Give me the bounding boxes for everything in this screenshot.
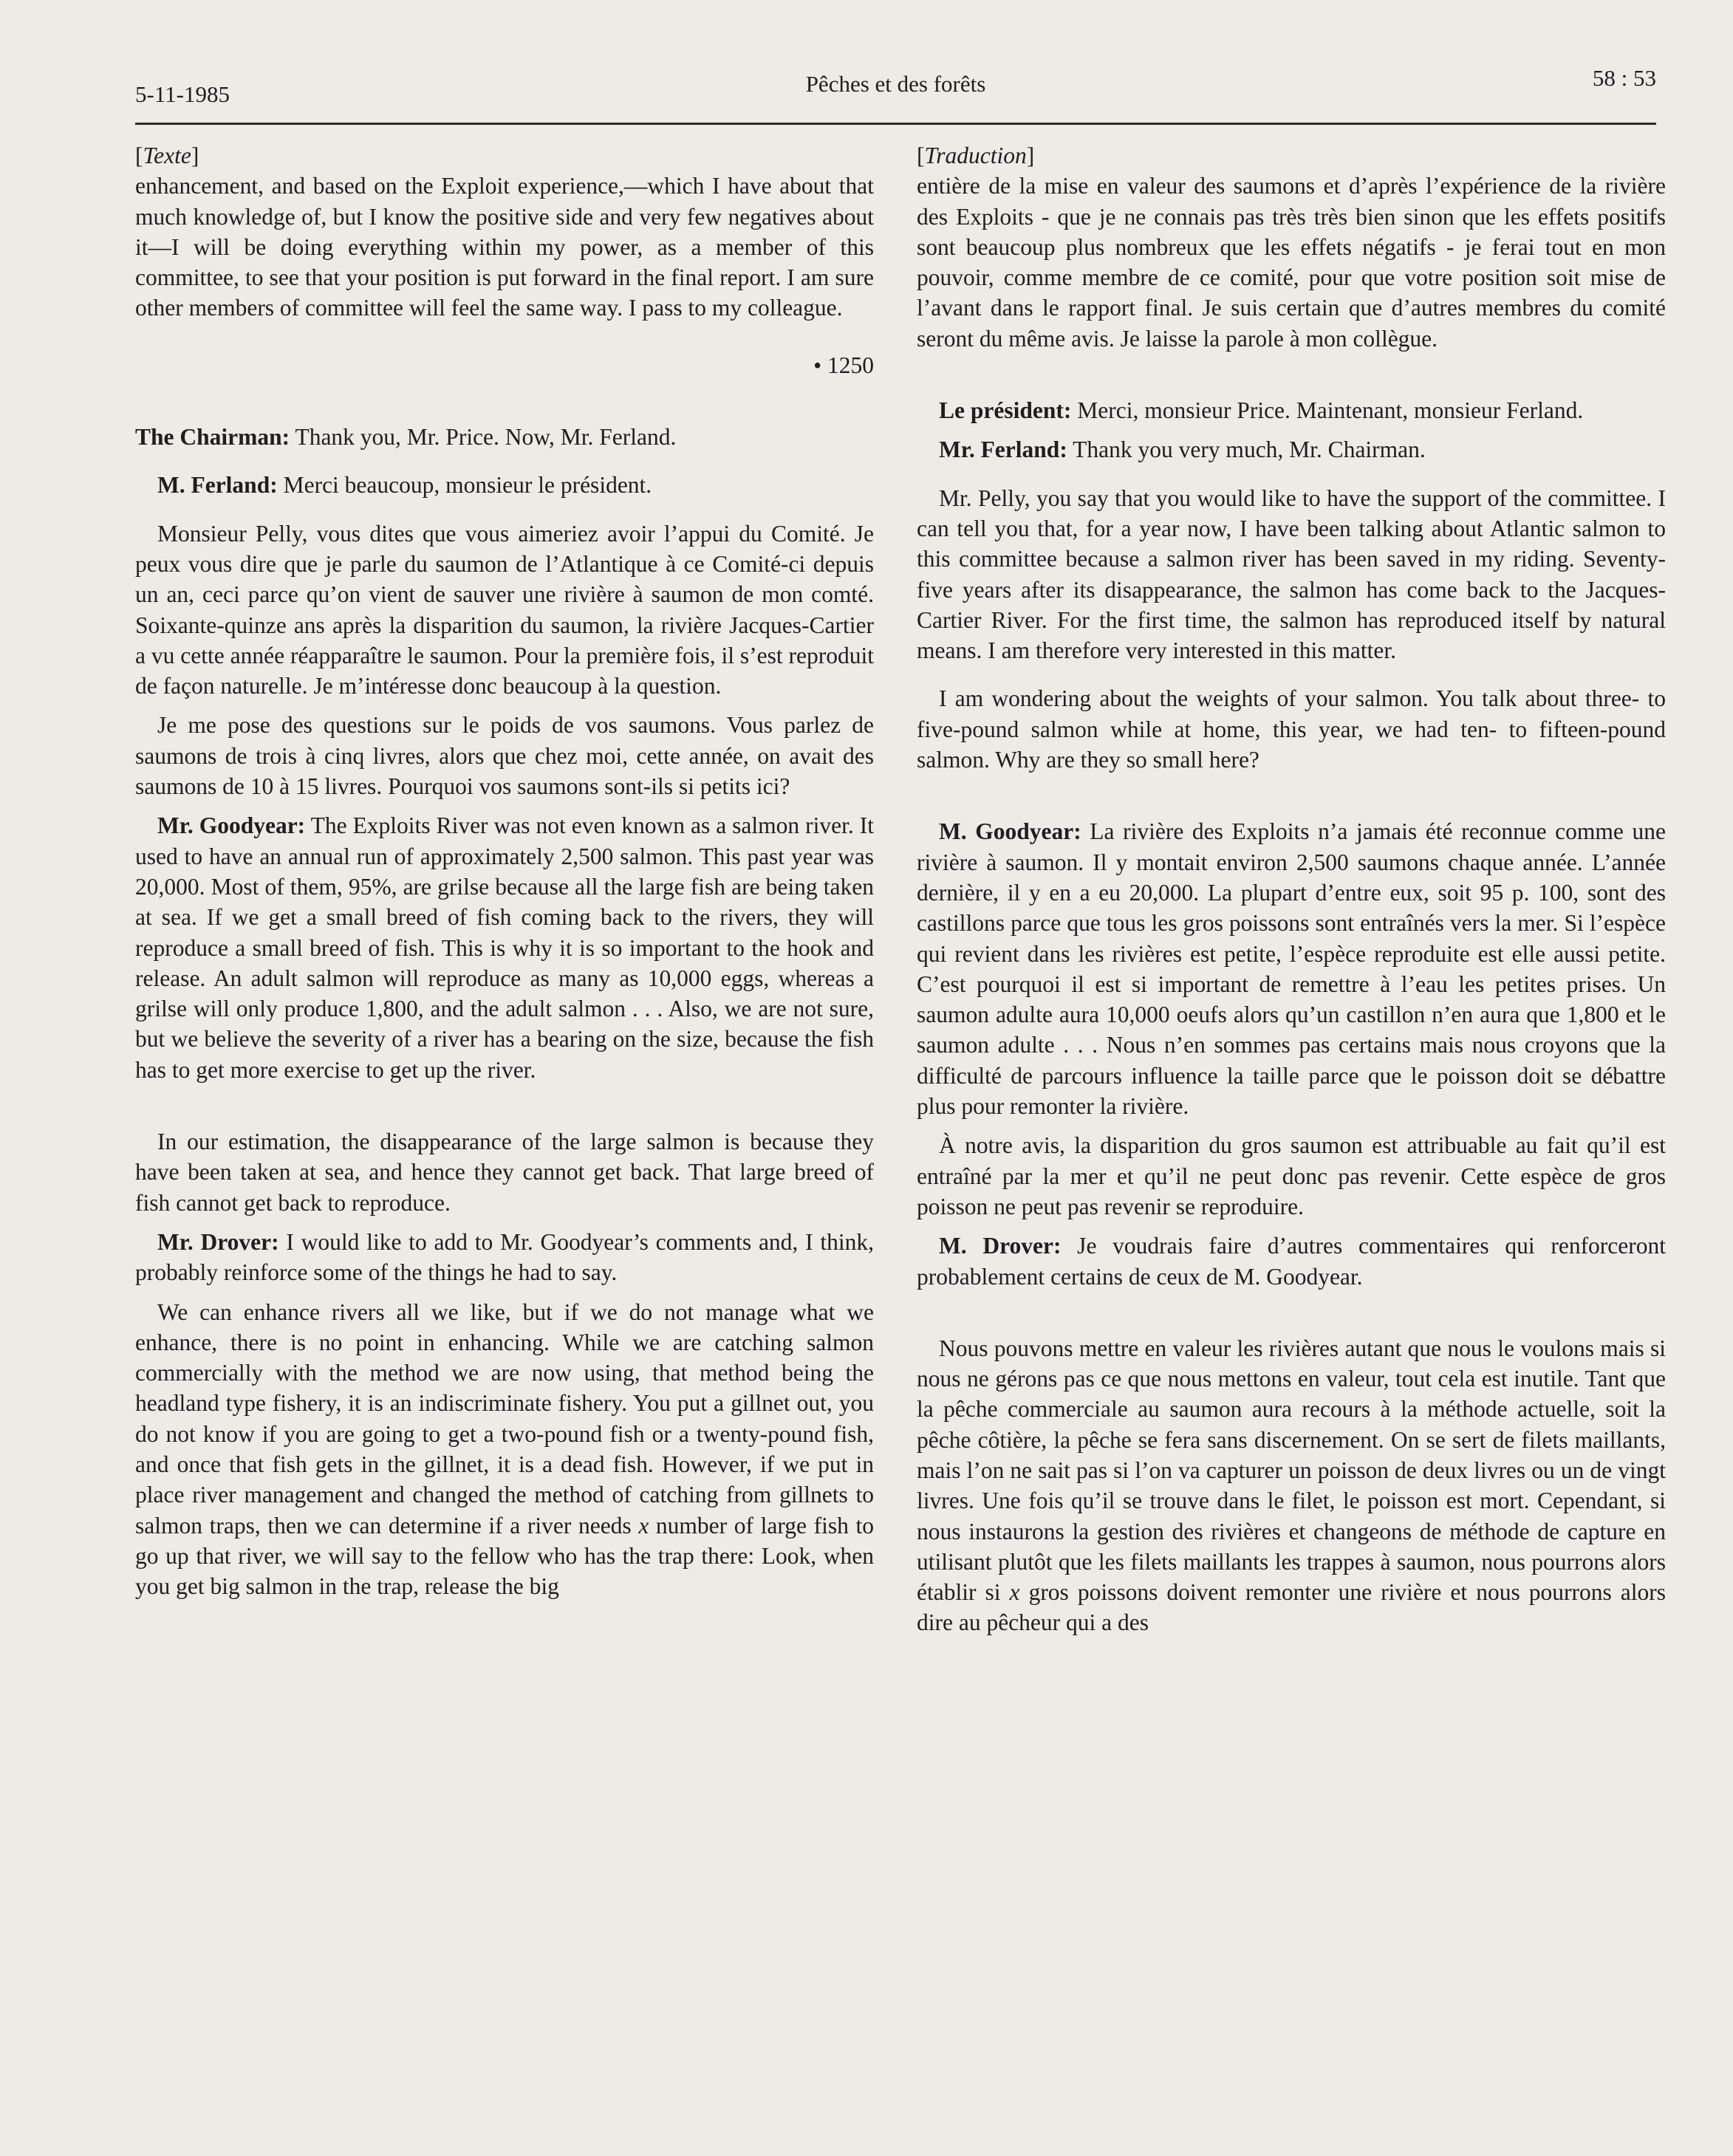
paragraph: I am wondering about the weights of your salmon. You talk about three- to five-pound salmon while at home, this year, we had ten- to fifteen-pound salmon. Why are they so small here? (917, 685, 1666, 773)
paragraph: M. Ferland: Merci beaucoup, monsieur le président. (157, 472, 652, 499)
french-column (917, 140, 1666, 1638)
english-column (135, 140, 874, 1601)
header-page-number: 58 : 53 (1592, 65, 1656, 91)
page-header (135, 65, 1656, 109)
speaker-name: Mr. Ferland: (939, 437, 1067, 463)
paragraph: Mr. Ferland: Thank you very much, Mr. Chairman. (939, 437, 1426, 463)
paragraph: Mr. Pelly, you say that you would like to have the support of the committee. I can tell you that, for a year now, I have been talking about Atlantic salmon to this committee because a salmon river has been saved in my riding. Seventy-five years after its disappearance, the salmon has come back to the Jacques-Cartier River. For the first time, the salmon has reproduced itself by natural means. I am therefore very interested in this matter. (917, 485, 1666, 664)
paragraph: À notre avis, la disparition du gros saumon est attribuable au fait qu’il est entraîné par la mer et qu’il ne peut donc pas revenir. Cette espèce de gros poisson ne peut pas revenir se reproduire. (917, 1132, 1666, 1219)
paragraph: Monsieur Pelly, vous dites que vous aimeriez avoir l’appui du Comité. Je peux vous dire que je parle du saumon de l’Atlantique à ce Comité-ci depuis un an, ceci parce qu’on vient de sauver une rivière à saumon de mon comté. Soixante-quinze ans après la disparition du saumon, la rivière Jacques-Cartier a vu cette année réapparaître le saumon. Pour la première fois, il s’est reproduit de façon naturelle. Je m’intéresse donc beaucoup à la question. (135, 520, 874, 699)
paragraph: enhancement, and based on the Exploit experience,—which I have about that much knowledge of, but I know the positive side and very few negatives about it—I will be doing everything within my power, as a member of this committee, to see that your position is put forward in the final report. I am sure other members of committee will feel the same way. I pass to my colleague. (135, 173, 874, 321)
paragraph: Mr. Goodyear: The Exploits River was not even known as a salmon river. It used to have an annual run of approximately 2,500 salmon. This past year was 20,000. Most of them, 95%, are grilse because all the large fish are being taken at sea. If we get a small breed of fish coming back to the rivers, they will reproduce a small breed of fish. This is why it is so important to the hook and release. An adult salmon will reproduce as many as 10,000 eggs, whereas a grilse will only produce 1,800, and the adult salmon . . . Also, we are not sure, but we believe the severity of a river has a bearing on the size, because the fish has to get more exercise to get up the river. (135, 812, 874, 1083)
section-label-traduction: [Traduction] (917, 143, 1035, 168)
paragraph: Je me pose des questions sur le poids de vos saumons. Vous parlez de saumons de trois à cinq livres, alors que chez moi, cette année, on avait des saumons de 10 à 15 livres. Pourquoi vos saumons sont-ils si petits ici? (135, 712, 874, 800)
header-date: 5-11-1985 (135, 81, 230, 107)
time-marker: • 1250 (813, 352, 874, 378)
header-title: Pêches et des forêts (805, 71, 986, 97)
speaker-name: Mr. Goodyear: (157, 812, 306, 839)
speaker-name: The Chairman: (135, 424, 290, 451)
paragraph: Mr. Drover: I would like to add to Mr. Goodyear’s comments and, I think, probably reinforce some of the things he had to say. (135, 1228, 874, 1286)
header-rule (135, 123, 1656, 125)
speaker-name: Le président: (939, 397, 1072, 424)
speaker-name: M. Goodyear: (939, 818, 1081, 845)
paragraph: In our estimation, the disappearance of the large salmon is because they have been taken at sea, and hence they cannot get back. That large breed of fish cannot get back to reproduce. (135, 1129, 874, 1216)
paragraph: Nous pouvons mettre en valeur les rivières autant que nous le voulons mais si nous ne gérons pas ce que nous mettons en valeur, tout cela est inutile. Tant que la pêche commerciale au saumon aura recours à la méthode actuelle, soit la pêche côtière, la pêche se fera sans discernement. On se sert de filets maillants, mais l’on ne sait pas si l’on va capturer un poisson de deux livres ou un de vingt livres. Une fois qu’il se trouve dans le filet, le poisson est mort. Cependant, si nous instaurons la gestion des rivières et changeons de méthode de capture en utilisant plutôt que les filets maillants les trappes à saumon, nous pourrons alors établir si x gros poissons doivent remonter une rivière et nous pourrons alors dire au pêcheur qui a des (917, 1335, 1667, 1636)
paragraph: The Chairman: Thank you, Mr. Price. Now, Mr. Ferland. (135, 424, 677, 451)
paragraph: M. Drover: Je voudrais faire d’autres commentaires qui renforceront probablement certains de ceux de M. Goodyear. (917, 1233, 1667, 1290)
speaker-name: Mr. Drover: (157, 1228, 279, 1255)
section-label-texte: [Texte] (135, 143, 199, 168)
paragraph: entière de la mise en valeur des saumons et d’après l’expérience de la rivière des Exploits - que je ne connais pas très très bien sinon que les effets positifs sont beaucoup plus nombreux que les effets négatifs - je ferai tout en mon pouvoir, comme membre de ce comité, pour que votre position soit mise de l’avant dans le rapport final. Je suis certain que d’autres membres du comité seront du même avis. Je laisse la parole à mon collègue. (917, 173, 1666, 352)
paragraph: Le président: Merci, monsieur Price. Maintenant, monsieur Ferland. (939, 397, 1584, 424)
speaker-name: M. Ferland: (157, 472, 278, 499)
paragraph: We can enhance rivers all we like, but if we do not manage what we enhance, there is no point in enhancing. While we are catching salmon commercially with the method we are now using, that method being the headland type fishery, it is an indiscriminate fishery. You put a gillnet out, you do not know if you are going to get a two-pound fish or a twenty-pound fish, and once that fish gets in the gillnet, it is a dead fish. However, if we put in place river management and changed the method of catching from gillnets to salmon traps, then we can determine if a river needs x number of large fish to go up that river, we will say to the fellow who has the trap there: Look, when you get big salmon in the trap, release the big (135, 1298, 874, 1600)
speaker-name: M. Drover: (939, 1233, 1062, 1259)
paragraph: M. Goodyear: La rivière des Exploits n’a jamais été reconnue comme une rivière à saumon. Il y montait environ 2,500 saumons chaque année. L’année dernière, il y en a eu 20,000. La plupart d’entre eux, soit 95 p. 100, sont des castillons parce que tous les gros poissons sont entraînés vers la mer. Si l’espèce qui revient dans les rivières est petite, l’espèce reproduite est elle aussi petite. C’est pourquoi il est si important de remettre à l’eau les petites prises. Un saumon adulte aura 10,000 oeufs alors qu’un castillon n’en aura que 1,800 et le saumon adulte . . . Nous n’en sommes pas certains mais nous croyons que la difficulté de parcours influence la taille parce que le poisson doit se débattre plus pour remonter la rivière. (917, 818, 1666, 1120)
